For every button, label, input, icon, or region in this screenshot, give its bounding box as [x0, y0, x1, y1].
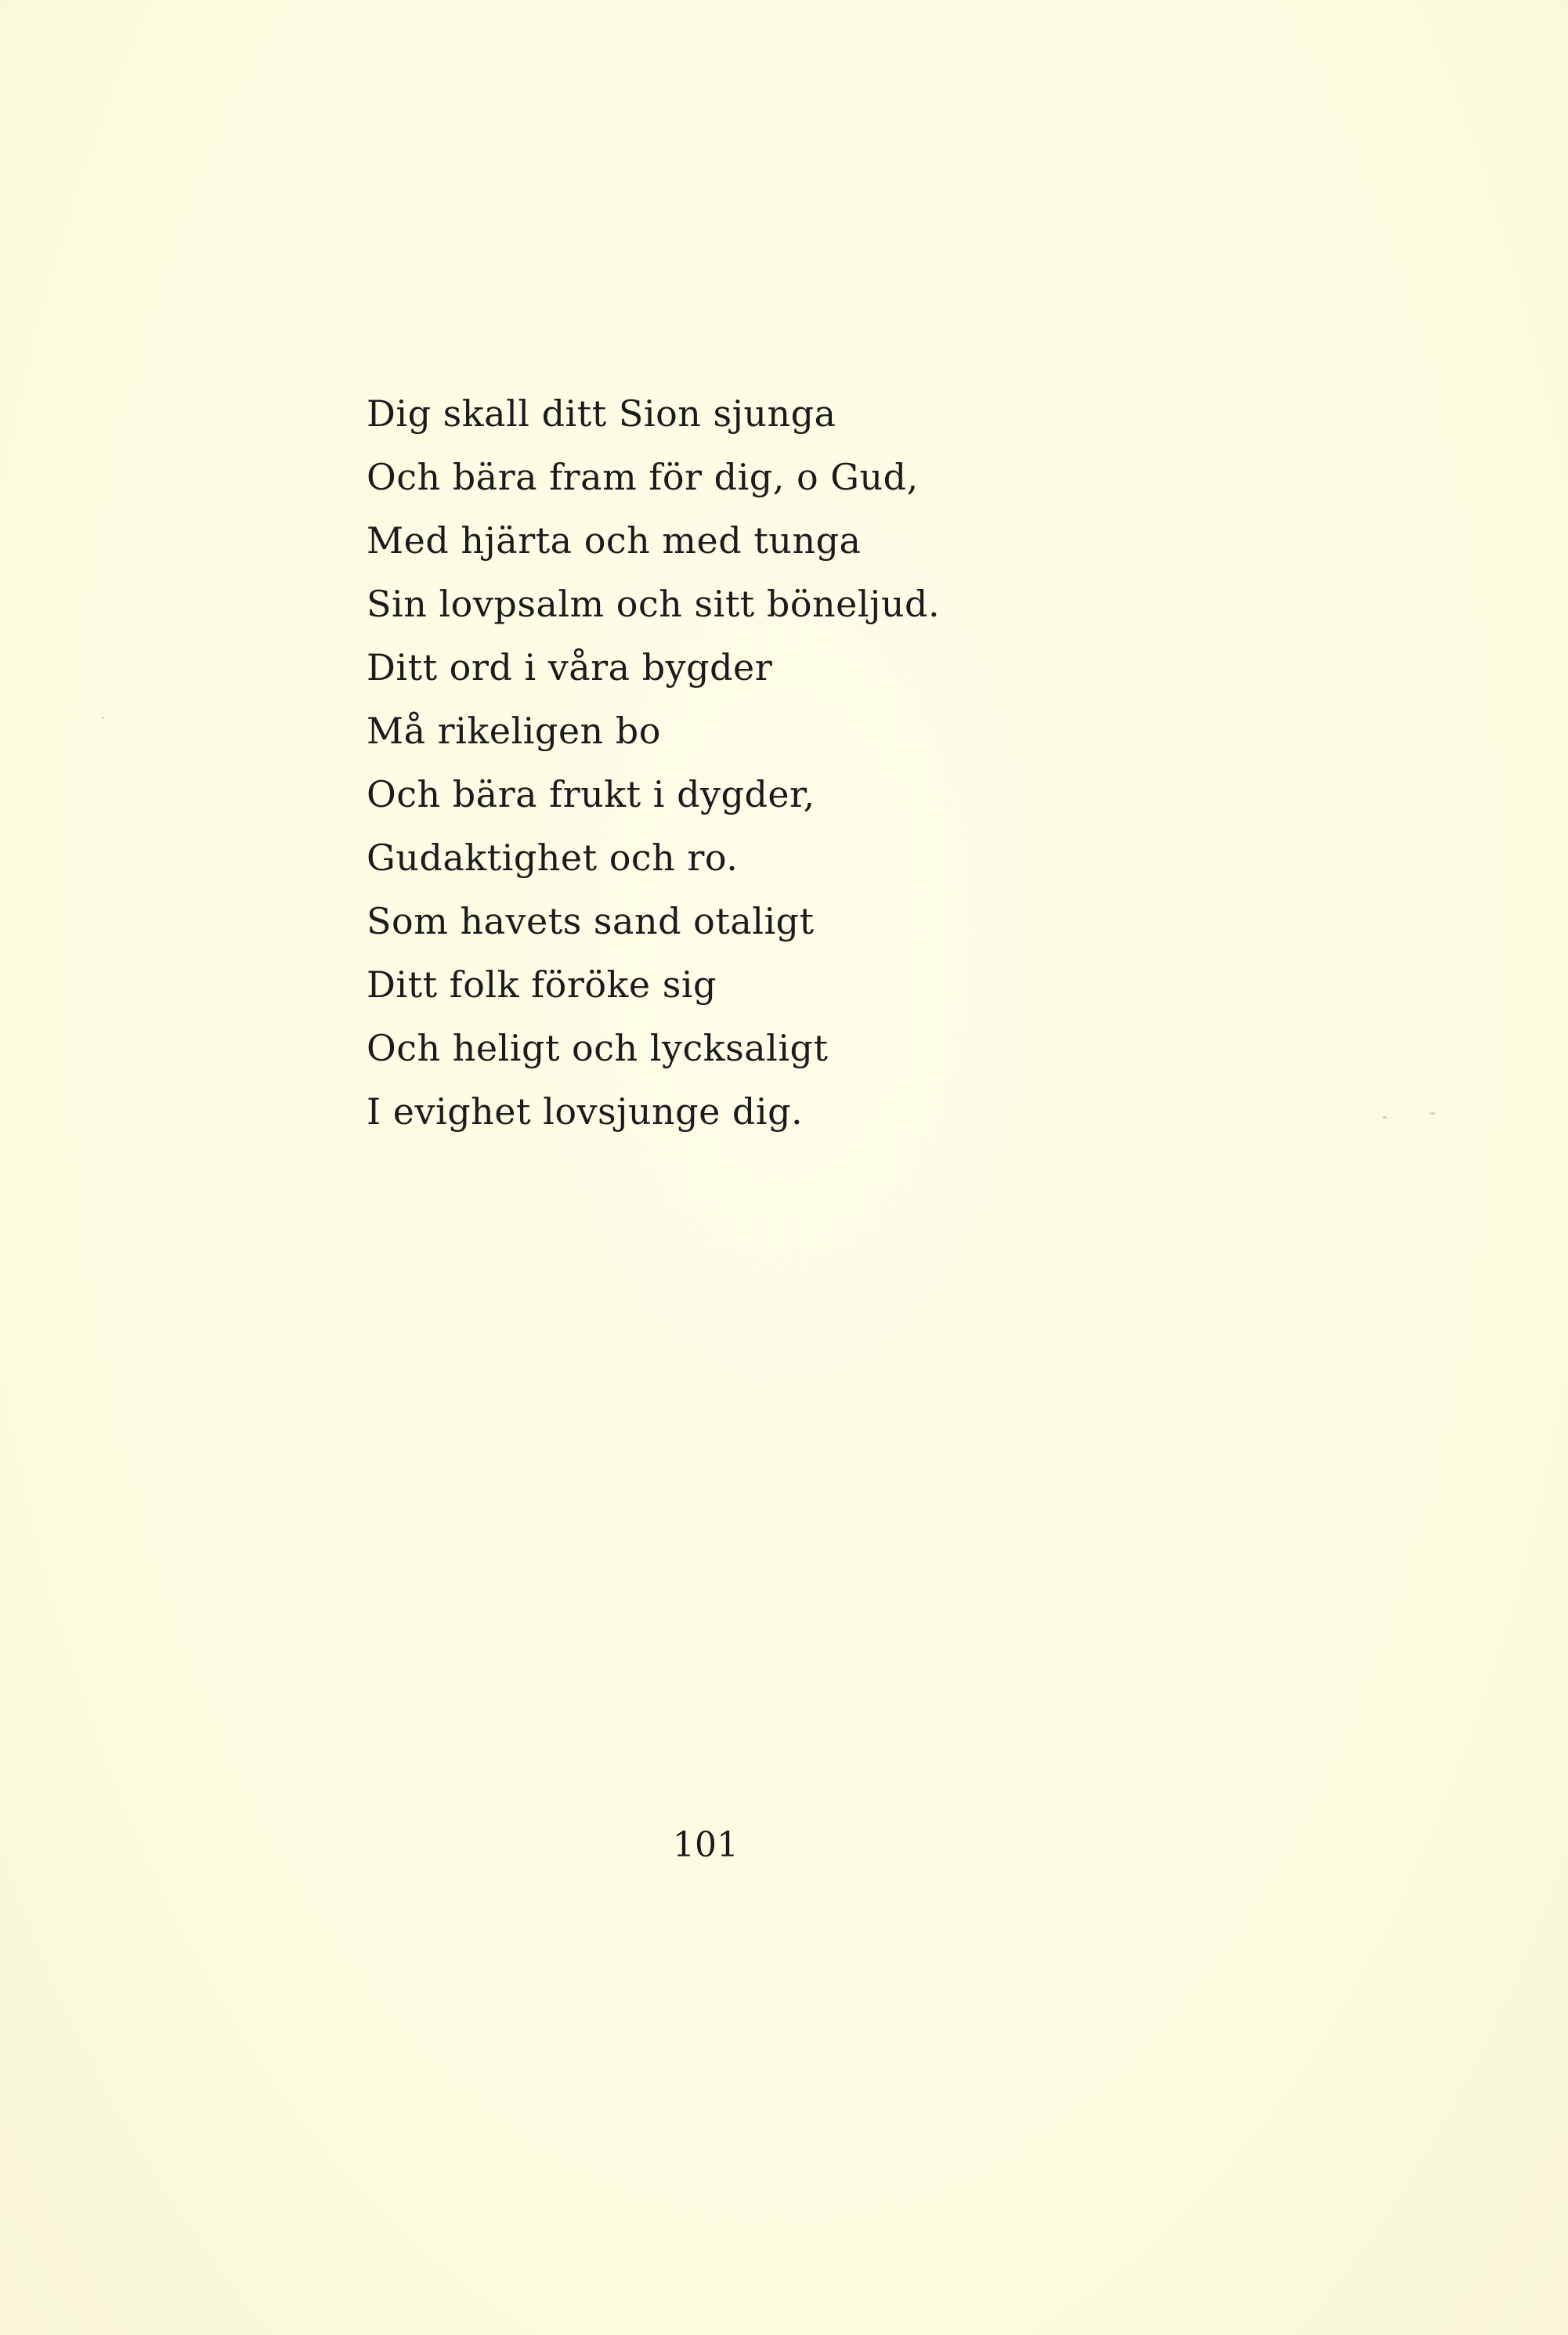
poem-line: Sin lovpsalm och sitt böneljud. — [367, 583, 941, 625]
poem-line: Gudaktighet och ro. — [367, 837, 739, 879]
poem-stanza — [367, 382, 940, 1144]
poem-line: Och heligt och lycksaligt — [367, 1027, 829, 1069]
poem-line: Med hjärta och med tunga — [367, 519, 862, 562]
poem-line: Och bära fram för dig, o Gud, — [367, 456, 919, 498]
poem-line: Må rikeligen bo — [367, 710, 661, 752]
poem-line: Som havets sand otaligt — [367, 900, 815, 942]
poem-line: I evighet lovsjunge dig. — [367, 1090, 804, 1133]
page-number: 101 — [673, 1825, 739, 1865]
paper-speck — [1429, 1112, 1436, 1115]
paper-speck — [1382, 1116, 1387, 1119]
poem-line: Och bära frukt i dygder, — [367, 773, 815, 815]
poem-line: Dig skall ditt Sion sjunga — [367, 392, 836, 435]
paper-speck — [102, 717, 104, 719]
poem-line: Ditt ord i våra bygder — [367, 646, 773, 689]
poem-line: Ditt folk föröke sig — [367, 963, 717, 1006]
